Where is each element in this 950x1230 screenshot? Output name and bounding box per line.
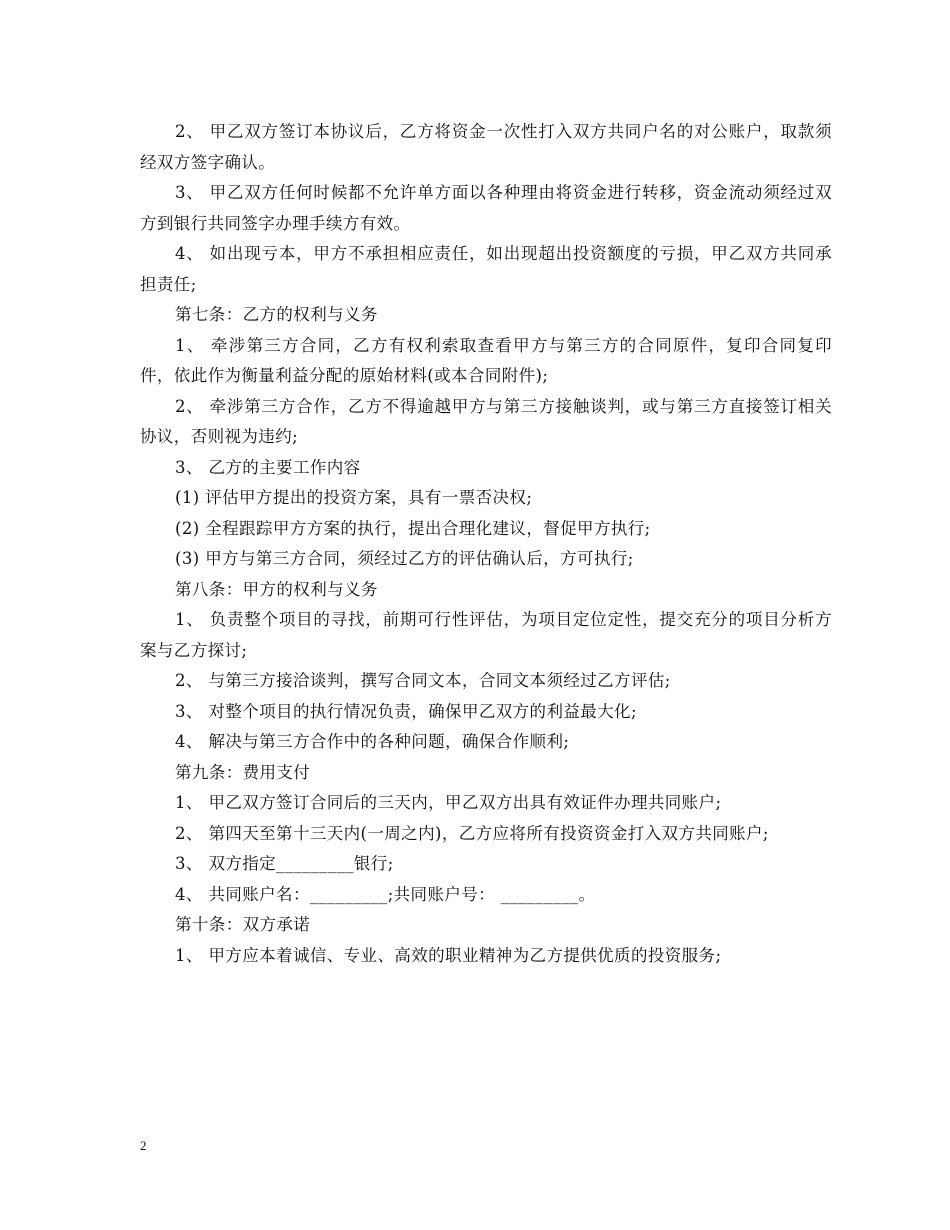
clause-7-subitem-3: (3) 甲方与第三方合同，须经过乙方的评估确认后，方可执行; xyxy=(175,549,634,568)
clause-7-subitem-2: (2) 全程跟踪甲方方案的执行，提出合理化建议，督促甲方执行; xyxy=(175,518,651,538)
clause-9-item-3: 3、 双方指定_________银行; xyxy=(175,854,394,873)
clause-9-item-1: 1、 甲乙双方签订合同后的三天内，甲乙双方出具有效证件办理共同账户; xyxy=(175,793,722,812)
document-body xyxy=(140,117,832,971)
clause-10-item-1: 1、 甲方应本着诚信、专业、高效的职业精神为乙方提供优质的投资服务; xyxy=(175,945,722,965)
clause-7-item-3: 3、 乙方的主要工作内容 xyxy=(175,457,361,477)
clause-8-item-3: 3、 对整个项目的执行情况负责，确保甲乙双方的利益最大化; xyxy=(175,701,637,721)
clause-8-item-4: 4、 解决与第三方合作中的各种问题，确保合作顺利; xyxy=(175,732,570,751)
clause-10-heading: 第十条：双方承诺 xyxy=(175,915,311,934)
clause-8-item-2: 2、 与第三方接洽谈判，撰写合同文本，合同文本须经过乙方评估; xyxy=(175,671,671,690)
clause-8-heading: 第八条：甲方的权利与义务 xyxy=(175,579,378,599)
clause-6-item-3: 3、 甲乙双方任何时候都不允许单方面以各种理由将资金进行转移，资金流动须经过双方到银行共同签字办理手续方有效。 xyxy=(140,183,832,233)
clause-7-item-1: 1、 牵涉第三方合同，乙方有权利索取查看甲方与第三方的合同原件，复印合同复印件，依此作为衡量利益分配的原始材料(或本合同附件); xyxy=(140,335,832,385)
clause-7-subitem-1: (1) 评估甲方提出的投资方案，具有一票否决权; xyxy=(175,488,533,507)
clause-9-item-2: 2、 第四天至第十三天内(一周之内)，乙方应将所有投资资金打入双方共同账户; xyxy=(175,823,769,843)
page-number: 2 xyxy=(140,1138,147,1153)
clause-9-heading: 第九条：费用支付 xyxy=(175,762,311,782)
clause-7-item-2: 2、 牵涉第三方合作，乙方不得逾越甲方与第三方接触谈判，或与第三方直接签订相关协议，否则视为违约; xyxy=(140,396,832,446)
clause-9-item-4: 4、 共同账户名：_________;共同账户号： _________。 xyxy=(175,884,596,904)
clause-7-heading: 第七条：乙方的权利与义务 xyxy=(175,305,378,324)
clause-8-item-1: 1、 负责整个项目的寻找，前期可行性评估，为项目定位定性，提交充分的项目分析方案与乙方探讨; xyxy=(140,610,832,660)
clause-6-item-4: 4、 如出现亏本，甲方不承担相应责任，如出现超出投资额度的亏损，甲乙双方共同承担责任; xyxy=(140,244,832,294)
clause-6-item-2: 2、 甲乙双方签订本协议后，乙方将资金一次性打入双方共同户名的对公账户，取款须经双方签字确认。 xyxy=(140,122,832,172)
